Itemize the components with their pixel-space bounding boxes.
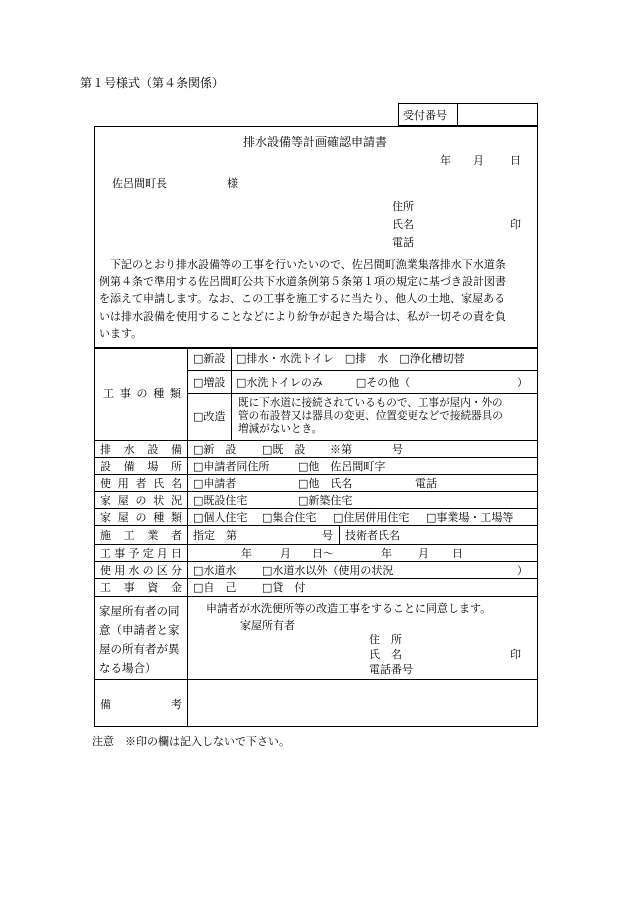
addressee: 佐呂間町長 [112,177,167,190]
work-type-new-options[interactable]: □排水・水洗トイレ □排 水 □浄化槽切替 [236,352,465,365]
addressee-suffix: 様 [227,177,238,190]
user-other-checkbox[interactable]: □他 氏名 [298,477,353,490]
applicant-address-label: 住所 [392,200,414,213]
user-name-label: 使 用 者 氏 名 [100,477,182,490]
location-other-checkbox[interactable]: □他 佐呂間町字 [298,460,386,473]
house-status-label: 家 屋 の 状 況 [100,494,182,507]
owner-phone-label: 電話番号 [369,663,413,676]
consent-statement: 申請者が水洗便所等の改造工事をすることに同意します。 [206,602,492,615]
owner-name-label: 氏 名 [369,648,402,661]
date-month: 月 [473,154,484,167]
house-type-collective-checkbox[interactable]: □集合住宅 [262,511,317,524]
consent-label-line: 屋の所有者が異 [99,642,180,656]
drain-new-checkbox[interactable]: □新 設 [193,443,237,456]
house-type-business-checkbox[interactable]: □事業場・工場等 [426,511,514,524]
date-year: 年 [440,154,451,167]
drain-number-suffix: 号 [392,443,403,456]
work-type-modify-note: 増減がないとき。 [238,423,323,435]
body-line: います。 [99,327,143,340]
schedule-start-month: 月 [280,547,291,560]
user-applicant-checkbox[interactable]: □申請者 [193,477,237,490]
house-type-mixed-checkbox[interactable]: □住居併用住宅 [333,511,410,524]
funds-label: 工 事 資 金 [100,581,182,594]
owner-seal: 印 [510,648,521,661]
applicant-name-label: 氏名 [392,218,414,231]
schedule-start-day: 日〜 [312,547,334,560]
schedule-end-month: 月 [418,547,429,560]
drain-number-prefix: ※第 [330,443,352,456]
user-phone-label: 電話 [415,477,437,490]
schedule-end-year: 年 [381,547,392,560]
water-other-checkbox[interactable]: □水道水以外（使用の状況 [262,564,394,577]
funds-loan-checkbox[interactable]: □貸 付 [262,581,306,594]
house-new-checkbox[interactable]: □新築住宅 [298,494,353,507]
date-day: 日 [510,154,521,167]
facility-location-label: 設 備 場 所 [100,460,182,473]
work-type-addition-options[interactable]: □水洗トイレのみ □その他（ [236,376,411,389]
house-existing-checkbox[interactable]: □既設住宅 [193,494,248,507]
consent-label-line: 家屋所有者の同 [99,604,180,618]
work-type-label: 工 事 の 種 類 [103,387,181,400]
body-line: 例第４条で準用する佐呂間町公共下水道条例第５条第１項の規定に基づき設計図書 [99,275,506,288]
consent-label-line: なる場合） [99,661,157,675]
contractor-number-prefix: 指定 第 [193,529,237,542]
funds-own-checkbox[interactable]: □自 己 [193,581,237,594]
footer-note: 注意 ※印の欄は記入しないで下さい。 [92,735,290,748]
contractor-label: 施 工 業 者 [100,529,182,542]
work-type-addition-close: ） [517,376,528,389]
form-title: 第１号様式（第４条関係） [80,76,225,90]
applicant-phone-label: 電話 [392,236,414,249]
work-type-modify-checkbox[interactable]: □改造 [193,410,226,423]
water-tap-checkbox[interactable]: □水道水 [193,564,237,577]
work-type-modify-note: 管の布設替又は器具の変更、位置変更などで接続器具の [238,410,503,422]
work-type-modify-note: 既に下水道に接続されているもので、工事が屋内・外の [238,397,503,409]
contractor-number-suffix: 号 [322,529,333,542]
remarks-field[interactable] [189,681,536,725]
water-other-close: ） [517,564,528,577]
body-line: 下記のとおり排水設備等の工事を行いたいので、佐呂間町漁業集落排水下水道条 [99,258,506,271]
consent-label-line: 意（申請者と家 [99,623,180,637]
schedule-label: 工 事 予 定 月 日 [100,547,182,560]
receipt-number-label: 受付番号 [403,109,447,122]
house-type-private-checkbox[interactable]: □個人住宅 [193,511,248,524]
water-source-label: 使 用 水 の 区 分 [100,564,182,577]
owner-label: 家屋所有者 [240,619,295,632]
house-type-label: 家 屋 の 種 類 [100,511,182,524]
schedule-start-year: 年 [241,547,252,560]
body-line: を添えて申請します。なお、この工事を施工するに当たり、他人の土地、家屋ある [99,292,506,305]
work-type-new-checkbox[interactable]: □新設 [193,352,226,365]
schedule-end-day: 日 [452,547,463,560]
drain-existing-checkbox[interactable]: □既 設 [262,443,306,456]
receipt-number-field[interactable] [457,104,537,125]
location-same-checkbox[interactable]: □申請者同住所 [193,460,270,473]
work-type-addition-checkbox[interactable]: □増設 [193,376,226,389]
remarks-label: 備 考 [100,698,182,711]
applicant-seal: 印 [510,218,521,231]
body-line: いは排水設備を使用することなどにより紛争が起きた場合は、私が一切その責を負 [99,310,506,323]
drain-facility-label: 排 水 設 備 [100,443,182,456]
document-title: 排水設備等計画確認申請書 [242,135,387,149]
owner-address-label: 住 所 [369,633,402,646]
engineer-name-label: 技術者氏名 [345,529,400,542]
